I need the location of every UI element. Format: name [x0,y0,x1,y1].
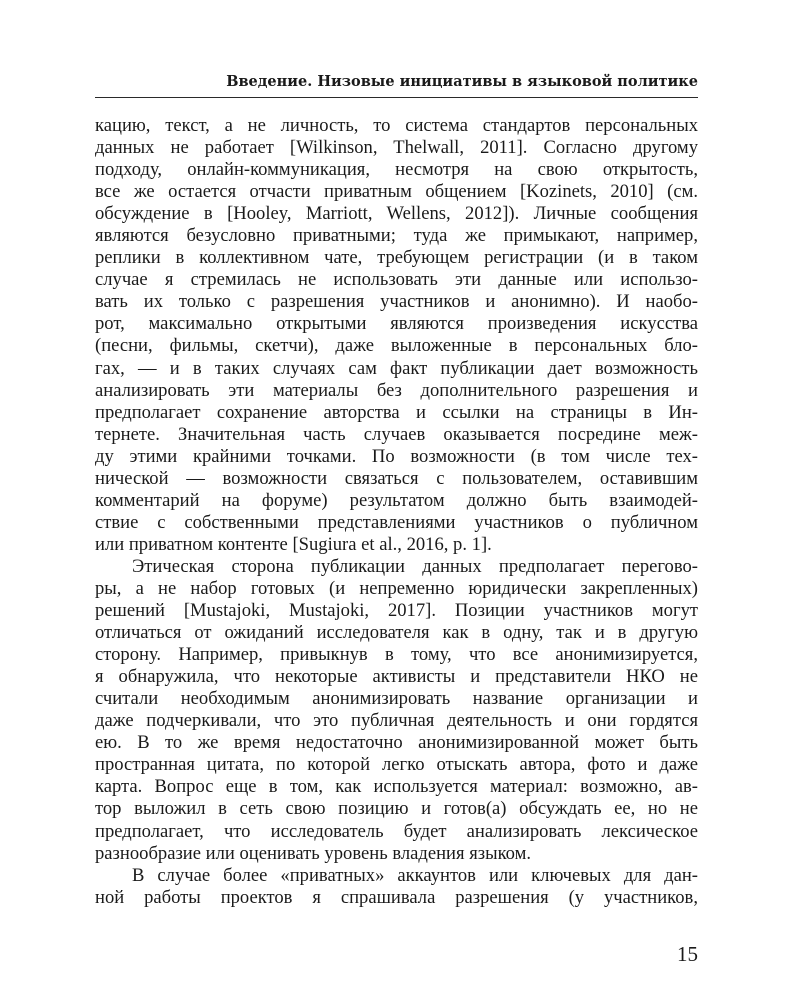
text-line: случае я стремилась не использовать эти данные или использо- [95,269,698,291]
text-line: нической — возможности связаться с пользователем, оставившим [95,467,698,489]
text-line: даже подчеркивали, что это публичная деятельность и они гордятся [95,710,698,732]
text-line: ею. В то же время недостаточно анонимизированной может быть [95,732,698,754]
text-line: являются безусловно приватными; туда же примыкают, например, [95,225,698,247]
text-line: предполагает сохранение авторства и ссылки на страницы в Ин- [95,401,698,423]
text-line: тернете. Значительная часть случаев оказывается посредине меж- [95,423,698,445]
text-line: решений [Mustajoki, Mustajoki, 2017]. Позиции участников могут [95,600,698,622]
text-line: ду этими крайними точками. По возможности (в том числе тех- [95,445,698,467]
text-line: или приватном контенте [Sugiura et al., 2016, p. 1]. [95,533,492,555]
text-line: я обнаружила, что некоторые активисты и представители НКО не [95,666,698,688]
paragraph [95,865,698,909]
text-line: ры, а не набор готовых (и непременно юридически закрепленных) [95,577,698,599]
text-line: рот, максимально открытыми являются произведения искусства [95,313,698,335]
text-line: все же остается отчасти приватным общением [Kozinets, 2010] (см. [95,181,698,203]
text-line: отличаться от ожиданий исследователя как в одну, так и в другую [95,622,698,644]
paragraph [95,115,698,556]
text-line: ствие с собственными представлениями участников о публичном [95,511,698,533]
text-line: тор выложил в сеть свою позицию и готов(а) обсуждать ее, но не [95,798,698,820]
text-line: Этическая сторона публикации данных предполагает перегово- [132,555,698,577]
text-line: ной работы проектов я спрашивала разрешения (у участников, [95,886,698,908]
page-number: 15 [677,942,698,966]
text-line: подходу, онлайн-коммуникация, несмотря на свою открытость, [95,159,698,181]
text-line: считали необходимым анонимизировать название организации и [95,688,698,710]
text-line: гах, — и в таких случаях сам факт публикации дает возможность [95,357,698,379]
text-line: пространная цитата, по которой легко отыскать автора, фото и даже [95,754,698,776]
text-line: предполагает, что исследователь будет анализировать лексическое [95,820,698,842]
text-line: вать их только с разрешения участников и анонимно). И наобо- [95,291,698,313]
header-rule [95,97,698,98]
text-line: (песни, фильмы, скетчи), даже выложенные в персональных бло- [95,335,698,357]
text-line: сторону. Например, привыкнув в тому, что все анонимизируется, [95,644,698,666]
text-line: В случае более «приватных» аккаунтов или ключевых для дан- [132,864,698,886]
body-text [95,115,698,909]
text-line: данных не работает [Wilkinson, Thelwall, 2011]. Согласно другому [95,137,698,159]
text-line: кацию, текст, а не личность, то система стандартов персональных [95,115,698,136]
text-line: комментарий на форуме) результатом должно быть взаимодей- [95,489,698,511]
text-line: анализировать эти материалы без дополнительного разрешения и [95,379,698,401]
text-line: реплики в коллективном чате, требующем регистрации (и в таком [95,247,698,269]
text-line: карта. Вопрос еще в том, как используется материал: возможно, ав- [95,776,698,798]
text-line: обсуждение в [Hooley, Marriott, Wellens, 2012]). Личные сообщения [95,203,698,225]
paragraph [95,556,698,865]
running-header: Введение. Низовые инициативы в языковой политике [226,73,698,90]
text-line: разнообразие или оценивать уровень владения языком. [95,842,532,864]
